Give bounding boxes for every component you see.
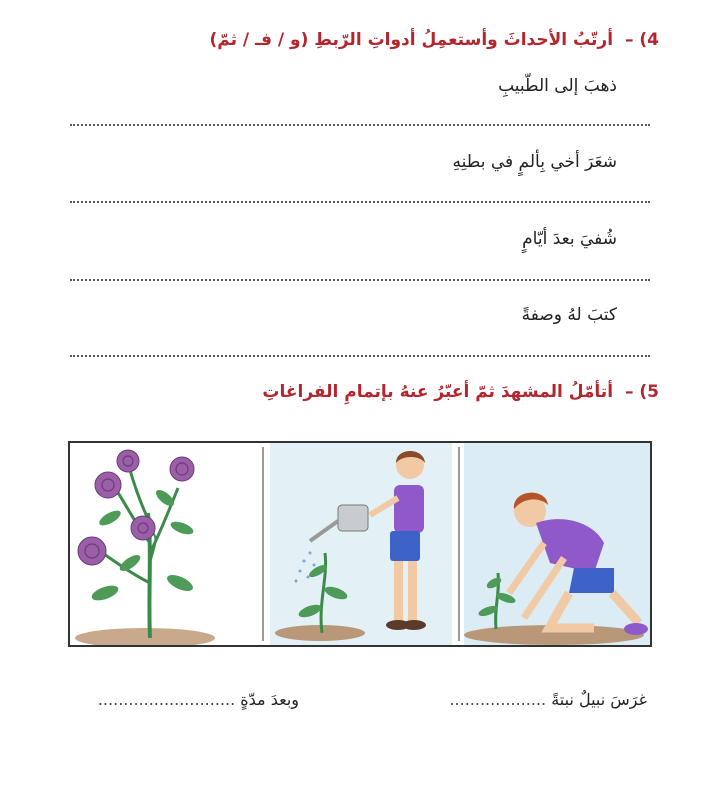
answer-line-1[interactable] — [70, 124, 650, 126]
completion-blank-1[interactable]: ................... — [449, 690, 547, 709]
sentence-1: ذهبَ إلى الطّبيبِ — [498, 76, 617, 96]
completion-part-1-text: غرَسَ نبيلٌ نبتةً — [551, 690, 647, 709]
boy-watering-drawing — [270, 443, 452, 645]
answer-line-2[interactable] — [70, 201, 650, 203]
scene-illustration — [68, 441, 652, 647]
panel-planting — [464, 443, 650, 645]
panel-divider — [262, 447, 264, 641]
question-4-instruction: أرتّبُ الأحداثَ وأستعمِلُ أدواتِ الرّبطِ (و / فـ / ثمّ) — [209, 30, 614, 50]
panel-divider — [458, 447, 460, 641]
rose-plant-drawing — [70, 443, 262, 645]
completion-blank-2[interactable]: ........................... — [97, 690, 236, 709]
completion-part-1 — [449, 690, 647, 709]
panel-grown-roses — [70, 443, 262, 645]
sentence-4: كتبَ لهُ وصفةً — [521, 305, 617, 325]
answer-line-3[interactable] — [70, 279, 650, 281]
question-5-number: 5) – — [624, 382, 659, 402]
question-4-title — [210, 30, 660, 50]
answer-line-4[interactable] — [70, 355, 650, 357]
panel-watering — [270, 443, 452, 645]
sentence-2: شعَرَ أخي بِألمٍ في بطنِهِ — [452, 152, 617, 172]
completion-part-2 — [98, 690, 299, 709]
question-4-number: 4) – — [624, 30, 659, 50]
boy-planting-drawing — [464, 443, 650, 645]
question-5-title — [262, 382, 659, 402]
question-5-instruction: أتأمّلُ المشهدَ ثمّ أعبّرُ عنهُ بإتمامِ الفراغاتِ — [262, 382, 614, 402]
completion-part-2-text: وبعدَ مدّةٍ — [240, 690, 299, 709]
sentence-3: شُفيَ بعدَ أيّامٍ — [522, 229, 617, 249]
